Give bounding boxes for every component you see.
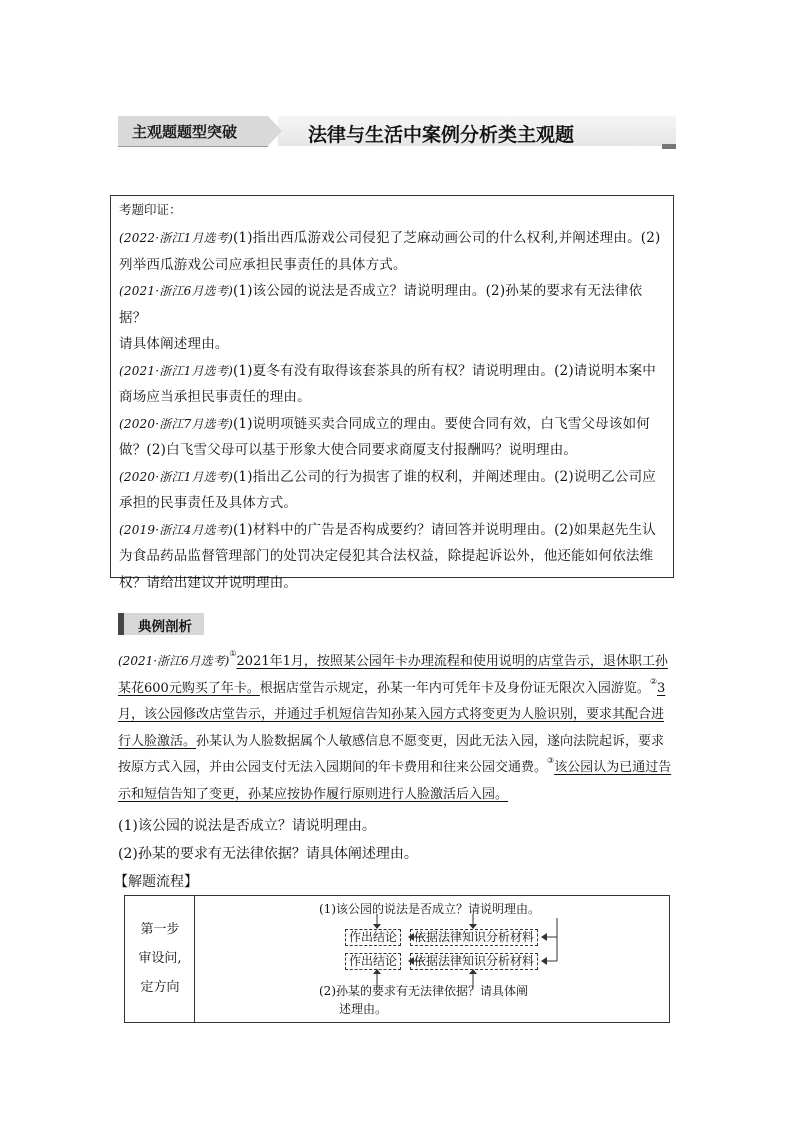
- ref-item-cont: 列举西瓜游戏公司应承担民事责任的具体方式。: [119, 256, 407, 273]
- exam-references-box: [110, 195, 674, 591]
- ref-item: (2021·浙江6月选考)(1)该公园的说法是否成立？请说明理由。(2)孙某的要求有无法律依据？: [119, 283, 643, 326]
- flow-step-line: 第一步: [140, 922, 180, 937]
- flow-step-line: 审设问,: [138, 951, 182, 966]
- flow-step-line: 定方向: [140, 980, 180, 995]
- flow-step-cell: [125, 896, 195, 1022]
- flow-box-conclusion: 作出结论: [345, 953, 401, 970]
- ref-item-cont: 请具体阐述理由。: [119, 336, 229, 352]
- case-paragraph: (2021·浙江6月选考)①2021年1月，按照某公园年卡办理流程和使用说明的店堂告示，退休职工孙某花600元购买了年卡。根据店堂告示规定，孙某一年内可凭年卡及身份证无限次入园游览。②3月，该公园修改店堂告示，并通过手机短信告知孙某入园方式将变更为人脸识别，要求其配合进行人脸激活。孙某认为人脸数据属个人敏感信息不愿变更，因此无法入园，遂向法院起诉，要求按原方式入园，并由公园支付无法入园期间的年卡费用和往来公园交通费。③该公园认为已通过告示和短信告知了变更，孙某应按协作履行原则进行人脸激活后入园。: [118, 649, 672, 802]
- flow-label: 【解题流程】: [114, 874, 198, 890]
- header-corner-mark: [662, 144, 676, 149]
- flow-question-2: (2)孙某的要求有无法律依据？请具体阐: [319, 984, 528, 998]
- solution-flow-table: [124, 895, 670, 1023]
- ref-item: (2021·浙江1月选考)(1)夏冬有没有取得该套茶具的所有权？请说明理由。(2)请说明本案中: [119, 362, 656, 379]
- case-sentence-2b: 孙某认为人脸数据属个人敏感信息不愿变更，因此无法入园，遂向法院起诉，要求按原方式入园，并由公园支付无法入园期间的年卡费用和往来公园交通费。: [118, 733, 665, 775]
- case-sentence-1b: 根据店堂告示规定，孙某一年内可凭年卡及身份证无限次入园游览。: [259, 680, 650, 696]
- question-1: (1)该公园的说法是否成立？请说明理由。: [118, 818, 376, 834]
- refs-label: 考题印证：: [119, 202, 182, 217]
- flow-box-analysis: 依据法律知识分析材料: [410, 929, 538, 946]
- ref-item-cont: 商场应当承担民事责任的理由。: [119, 389, 311, 405]
- flow-question-2-cont: 述理由。: [339, 1002, 388, 1016]
- header-tag: [118, 116, 268, 147]
- flow-box-analysis: 依据法律知识分析材料: [410, 953, 538, 970]
- page-title: 法律与生活中案例分析类主观题: [308, 124, 575, 146]
- flow-box-conclusion: 作出结论: [345, 929, 401, 946]
- ref-item: (2019·浙江4月选考)(1)材料中的广告是否构成要约？请回答并说明理由。(2)如果赵先生认: [119, 521, 656, 538]
- case-sentence-2: 3月，该公园修改店堂告示，并通过手机短信告知孙某入园方式将变更为人脸识别，要求其配合进行人脸激活。: [118, 680, 666, 749]
- flow-question-1: (1)该公园的说法是否成立？请说明理由。: [319, 902, 540, 916]
- ref-item: (2020·浙江7月选考)(1)说明项链买卖合同成立的理由。要使合同有效，白飞雪父母该如何: [119, 415, 650, 432]
- ref-item-cont: 承担的民事责任及具体方式。: [119, 495, 298, 511]
- section-tag-label: 典例剖析: [138, 619, 192, 635]
- question-2: (2)孙某的要求有无法律依据？请具体阐述理由。: [118, 846, 418, 862]
- ref-item: (2022·浙江1月选考)(1)指出西瓜游戏公司侵犯了芝麻动画公司的什么权利,并阐述理由。(2): [119, 230, 661, 246]
- case-sentence-1: 2021年1月，按照某公园年卡办理流程和使用说明的店堂告示，退休职工孙某花600元购买了年卡。: [118, 654, 668, 696]
- flow-diagram: [195, 896, 669, 1022]
- ref-item-cont: 为食品药品监督管理部门的处罚决定侵犯其合法权益，除提起诉讼外，他还能如何依法维: [119, 548, 654, 564]
- case-text: [118, 648, 676, 808]
- section-tag-bar: [118, 613, 124, 635]
- header-tag-label: 主观题题型突破: [132, 123, 238, 141]
- section-header: [118, 116, 676, 148]
- ref-item-cont: 权？请给出建议并说明理由。: [119, 574, 298, 591]
- ref-item-cont: 做？(2)白飞雪父母可以基于形象大使合同要求商厦支付报酬吗？说明理由。: [119, 442, 578, 458]
- case-sentence-3: 该公园认为已通过告示和短信告知了变更，孙某应按协作履行原则进行人脸激活后入园。: [118, 760, 672, 802]
- ref-item: (2020·浙江1月选考)(1)指出乙公司的行为损害了谁的权利，并阐述理由。(2)说明乙公司应: [119, 468, 656, 485]
- section-tag: [118, 613, 204, 635]
